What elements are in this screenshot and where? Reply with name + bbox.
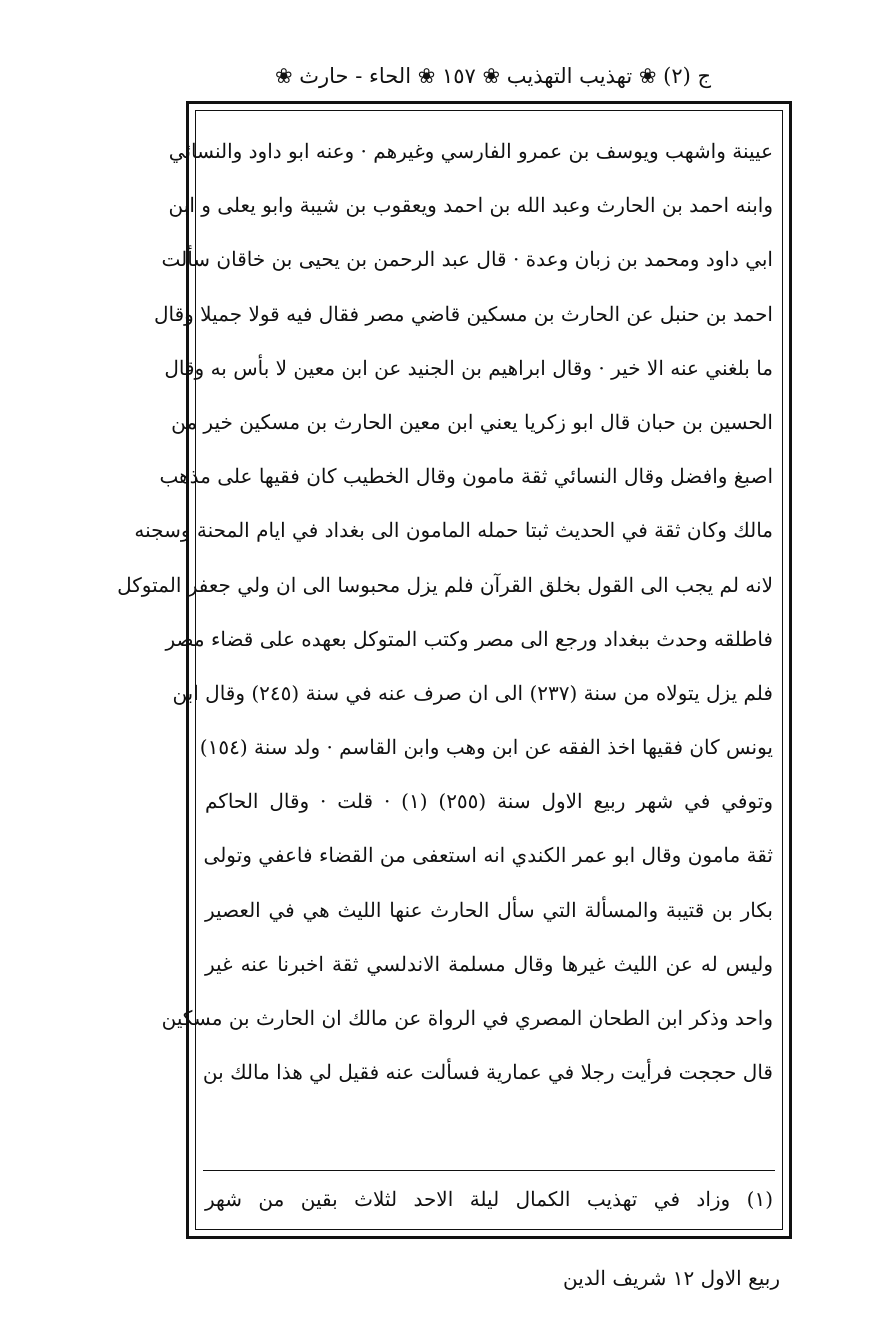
text-line: ثقة مامون وقال ابو عمر الكندي انه استعفى من القضاء فاعفي وتولى — [203, 843, 773, 868]
text-line: ابي داود ومحمد بن زبان وعدة · قال عبد الرحمن بن يحيى بن خاقان سألت — [161, 247, 773, 272]
running-header: ج (٢) ❀ تهذيب التهذيب ❀ ١٥٧ ❀ الحاء - حارث ❀ — [274, 64, 712, 88]
text-line: لانه لم يجب الى القول بخلق القرآن فلم يزل محبوسا الى ان ولي جعفر المتوكل — [117, 572, 773, 597]
footnote: (١) وزاد في تهذيب الكمال ليلة الاحد لثلاث بقين من شهر — [205, 1187, 773, 1211]
footnote-continuation: ربيع الاول ١٢ شريف الدين — [563, 1266, 780, 1290]
text-line: فاطلقه وحدث ببغداد ورجع الى مصر وكتب المتوكل بعهده على قضاء مصر — [165, 626, 773, 651]
main-text — [117, 124, 773, 1099]
text-line: بكار بن قتيبة والمسألة التي سأل الحارث عنها الليث هي في العصير — [205, 897, 773, 922]
text-line: مالك وكان ثقة في الحديث ثبتا حمله المامون الى بغداد في ايام المحنة وسجنه — [134, 518, 773, 543]
text-line: وتوفي في شهر ربيع الاول سنة (٢٥٥) (١) · قلت · وقال الحاكم — [205, 789, 773, 814]
text-line: وابنه احمد بن الحارث وعبد الله بن احمد ويعقوب بن شيبة وابو يعلى و ابن — [168, 193, 773, 218]
text-line: الحسين بن حبان قال ابو زكريا يعني ابن معين الحارث بن مسكين خير من — [171, 409, 773, 434]
text-line: اصبغ وافضل وقال النسائي ثقة مامون وقال الخطيب كان فقيها على مذهب — [159, 464, 773, 489]
text-line: فلم يزل يتولاه من سنة (٢٣٧) الى ان صرف عنه في سنة (٢٤٥) وقال ابن — [172, 680, 773, 705]
text-line: عيينة واشهب ويوسف بن عمرو الفارسي وغيرهم · وعنه ابو داود والنسائي — [168, 139, 773, 163]
text-line: يونس كان فقيها اخذ الفقه عن ابن وهب وابن القاسم · ولد سنة (١٥٤) — [199, 735, 773, 760]
text-line: احمد بن حنبل عن الحارث بن مسكين قاضي مصر فقال فيه قولا جميلا وقال — [153, 301, 773, 326]
text-line: وليس له عن الليث غيرها وقال مسلمة الاندلسي ثقة اخبرنا عنه غير — [205, 951, 773, 976]
footnote-divider — [203, 1170, 775, 1171]
text-line: قال حججت فرأيت رجلا في عمارية فسألت عنه فقيل لي هذا مالك بن — [202, 1060, 773, 1085]
text-line: ما بلغني عنه الا خير · وقال ابراهيم بن الجنيد عن ابن معين لا بأس به وقال — [164, 355, 773, 380]
text-line: واحد وذكر ابن الطحان المصري في الرواة عن مالك ان الحارث بن مسكين — [161, 1006, 773, 1030]
page-frame — [117, 101, 792, 1239]
